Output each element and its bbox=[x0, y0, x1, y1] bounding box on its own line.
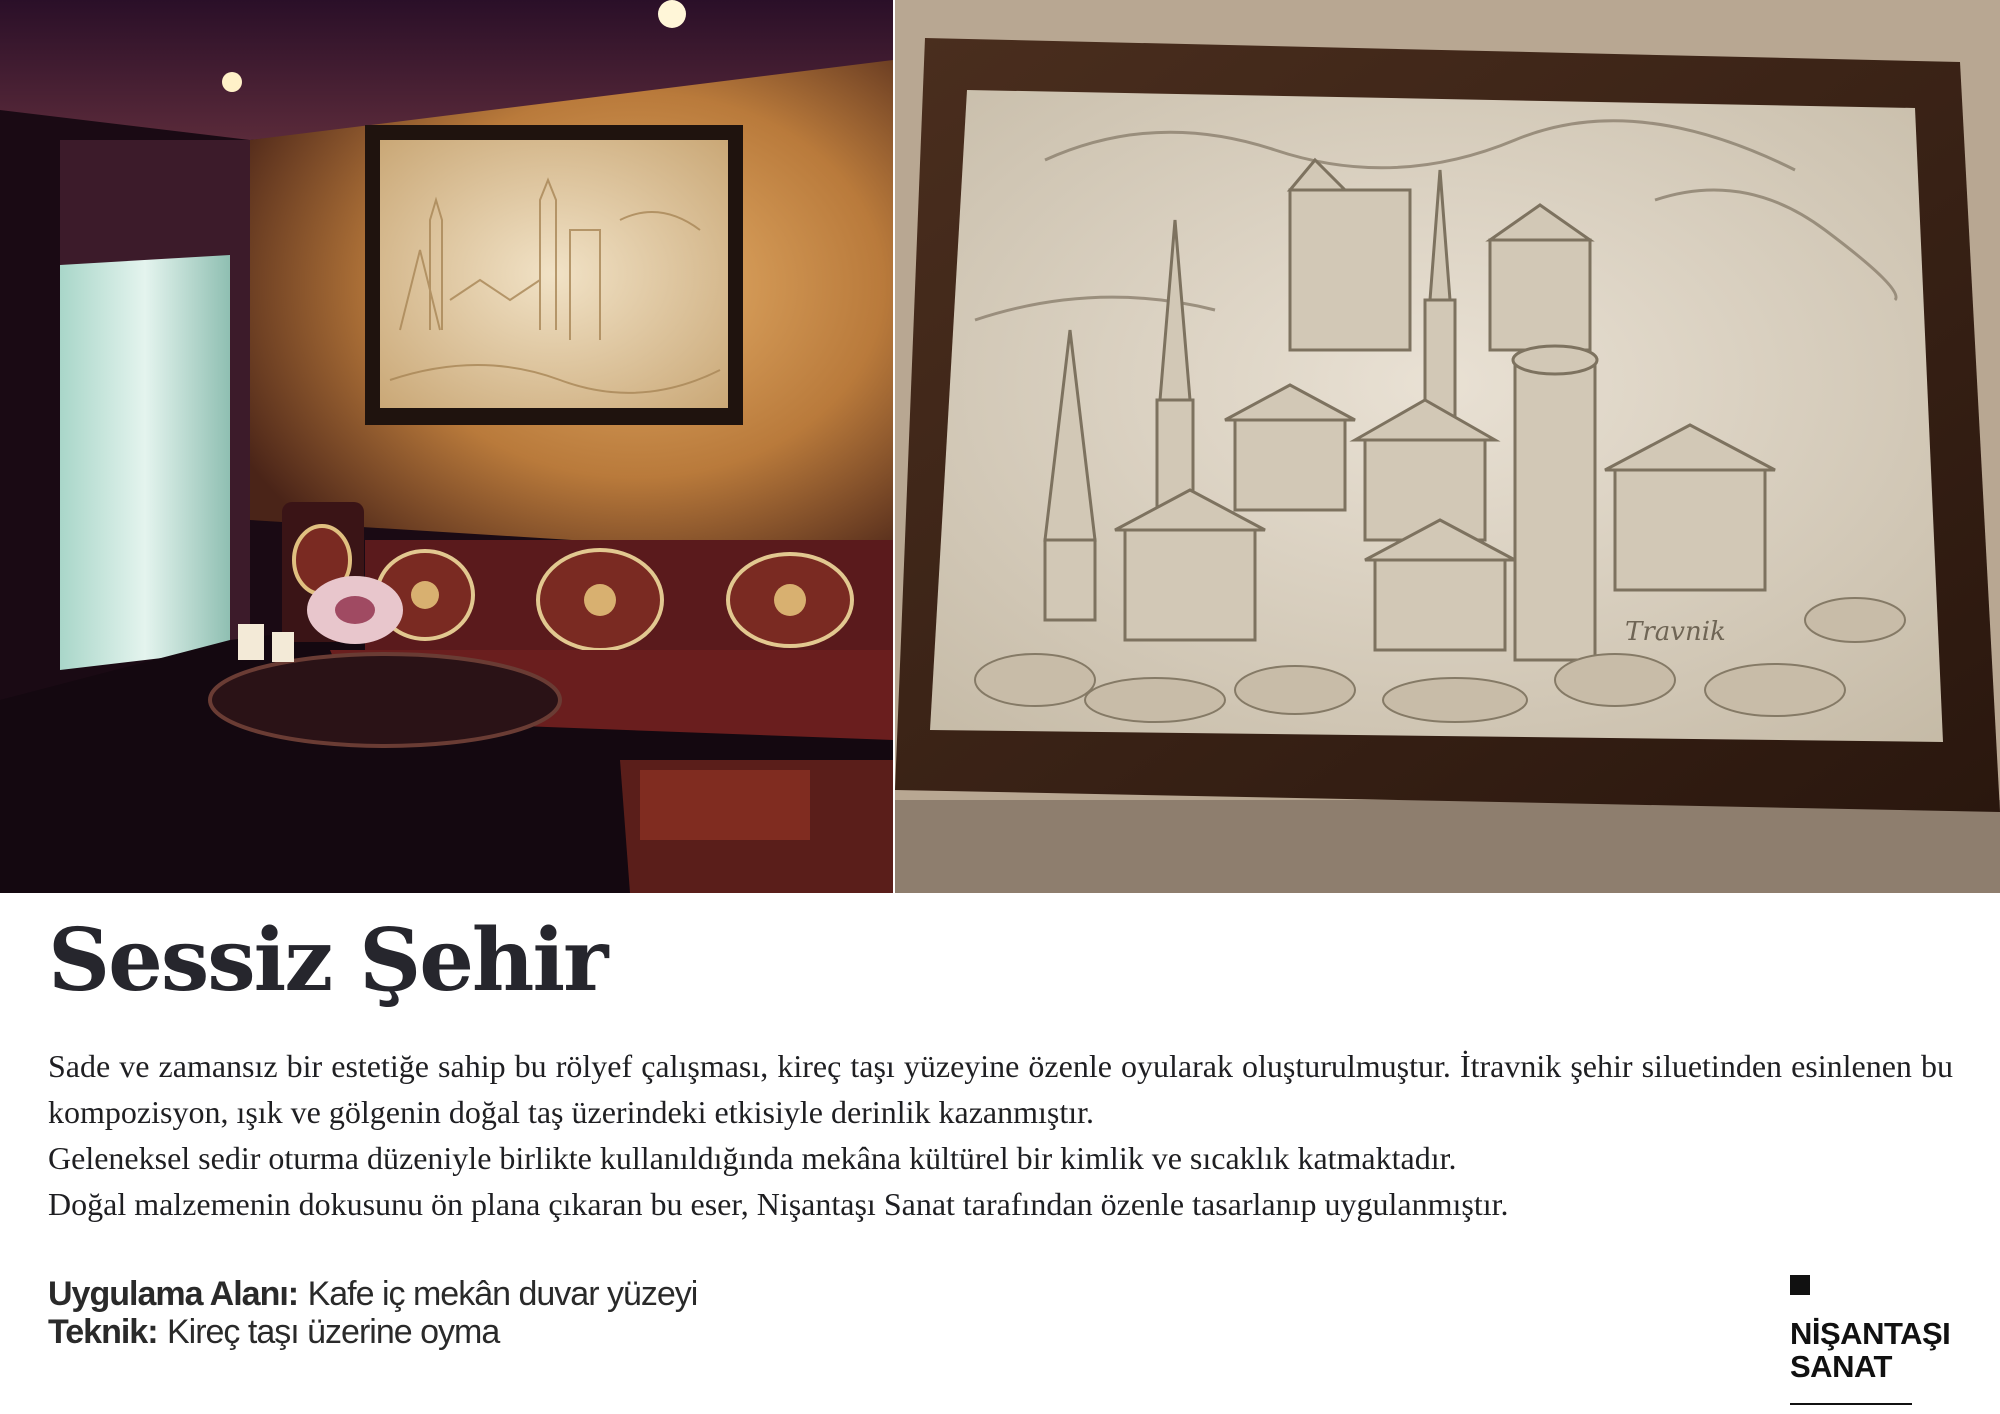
logo-line-1: NİŞANTAŞI bbox=[1790, 1316, 1951, 1351]
relief-signature: Travnik bbox=[1625, 617, 1726, 647]
spec-technique bbox=[48, 1313, 697, 1351]
spec-label: Teknik: bbox=[48, 1313, 158, 1351]
spec-application-area bbox=[48, 1275, 697, 1313]
artwork-specs bbox=[48, 1275, 697, 1351]
description-paragraph: Sade ve zamansız bir estetiğe sahip bu rölyef çalışması, kireç taşı yüzeyine özenle oyularak oluşturulmuştur. İtravnik şehir siluetinden esinlenen bu kompozisyon, ışık ve gölgenin doğal taş üzerindeki etkisiyle derinlik kazanmıştır. bbox=[48, 1048, 1953, 1130]
artwork-description bbox=[48, 1043, 1953, 1227]
description-paragraph: Geleneksel sedir oturma düzeniyle birlikte kullanıldığında mekâna kültürel bir kimlik ve sıcaklık katmaktadır. bbox=[48, 1140, 1457, 1176]
spec-label: Uygulama Alanı: bbox=[48, 1275, 299, 1313]
cafe-interior-photo bbox=[0, 0, 893, 893]
brand-logo bbox=[1790, 1275, 1960, 1405]
logo-underline bbox=[1790, 1403, 1912, 1405]
logo-square-icon bbox=[1790, 1275, 1810, 1295]
spec-value: Kireç taşı üzerine oyma bbox=[166, 1313, 500, 1351]
spec-value: Kafe iç mekân duvar yüzeyi bbox=[307, 1275, 698, 1313]
logo-line-2: SANAT bbox=[1790, 1349, 1892, 1384]
artwork-title: Sessiz Şehir bbox=[48, 910, 607, 1011]
cafe-interior-illustration bbox=[0, 0, 893, 893]
description-paragraph: Doğal malzemenin dokusunu ön plana çıkaran bu eser, Nişantaşı Sanat tarafından özenle tasarlanıp uygulanmıştır. bbox=[48, 1186, 1509, 1222]
relief-closeup-illustration bbox=[895, 0, 2000, 893]
relief-closeup-photo bbox=[895, 0, 2000, 893]
logo-wordmark bbox=[1790, 1317, 1960, 1383]
